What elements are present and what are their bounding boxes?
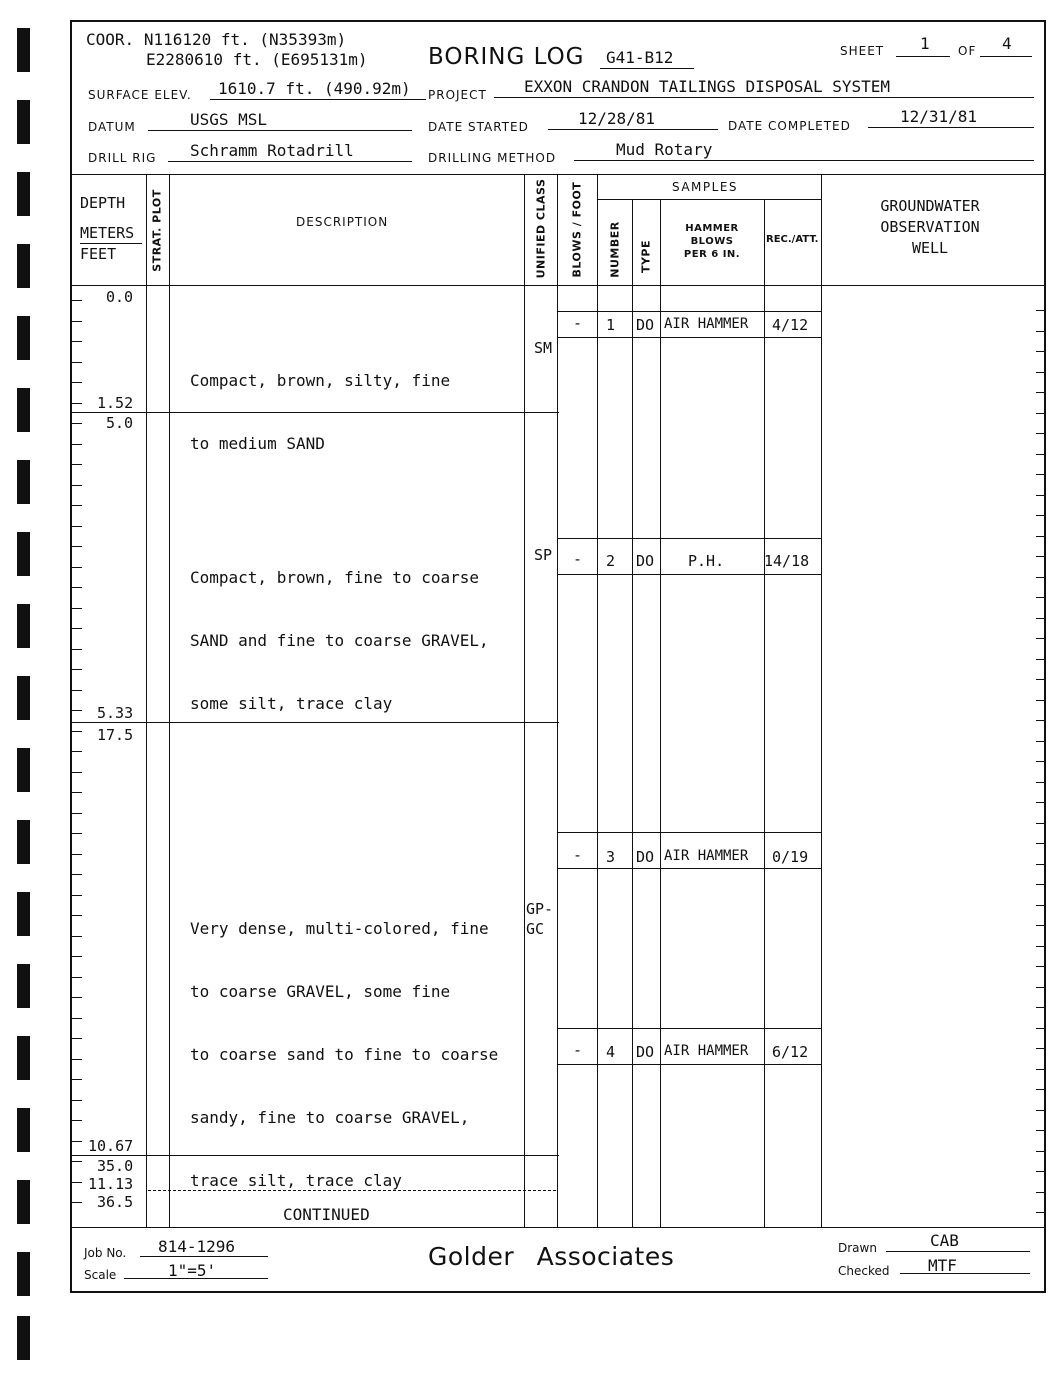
depth-tick xyxy=(1036,823,1044,824)
project-name: EXXON CRANDON TAILINGS DISPOSAL SYSTEM xyxy=(524,77,891,96)
binder-hole xyxy=(17,316,30,360)
depth-tick xyxy=(72,444,82,445)
date-started-label: DATE STARTED xyxy=(428,120,529,134)
depth-tick xyxy=(1036,700,1044,701)
sample-number: 4 xyxy=(606,1043,616,1061)
depth-tick xyxy=(72,1120,82,1121)
depth-tick xyxy=(72,669,82,670)
depth-tick xyxy=(72,382,82,383)
recovery-attempt: 0/19 xyxy=(772,848,809,866)
depth-label: 5.0 xyxy=(106,414,134,432)
sample-number: 3 xyxy=(606,848,616,866)
depth-tick xyxy=(1036,1171,1044,1172)
sample-number: 2 xyxy=(606,552,616,570)
rec-att-header: REC./ATT. xyxy=(766,234,819,245)
groundwater-header: GROUNDWATER OBSERVATION WELL xyxy=(880,197,980,257)
hammer-blows-header: HAMMER BLOWS PER 6 IN. xyxy=(683,223,741,260)
depth-tick xyxy=(1036,556,1044,557)
surface-elev: 1610.7 ft. (490.92m) xyxy=(218,79,411,98)
sample-type: DO xyxy=(636,1043,655,1061)
form-title: BORING LOG xyxy=(428,44,585,70)
depth-tick xyxy=(1036,351,1044,352)
surface-elev-label: SURFACE ELEV. xyxy=(88,88,192,102)
sheet-number: 1 xyxy=(920,34,930,53)
depth-label: 36.5 xyxy=(97,1193,134,1211)
drilling-method: Mud Rotary xyxy=(616,140,713,159)
depth-tick xyxy=(1036,1192,1044,1193)
sample-type: DO xyxy=(636,552,655,570)
date-started: 12/28/81 xyxy=(578,109,656,128)
depth-tick xyxy=(72,772,82,773)
binder-hole xyxy=(17,172,30,216)
depth-tick xyxy=(1036,659,1044,660)
meters-header: METERS xyxy=(80,224,135,242)
depth-tick xyxy=(1036,1089,1044,1090)
boring-id: G41-B12 xyxy=(606,48,674,67)
hammer-blows: AIR HAMMER xyxy=(664,316,749,332)
depth-tick xyxy=(72,854,82,855)
depth-tick xyxy=(72,649,82,650)
blows-per-foot: - xyxy=(573,1041,583,1059)
depth-tick xyxy=(72,813,82,814)
type-header: TYPE xyxy=(639,239,653,274)
depth-tick xyxy=(72,731,82,732)
depth-tick xyxy=(72,321,82,322)
depth-tick xyxy=(1036,802,1044,803)
depth-header: DEPTH xyxy=(80,194,126,212)
depth-tick xyxy=(72,1202,82,1203)
depth-tick xyxy=(1036,1110,1044,1111)
depth-tick xyxy=(1036,536,1044,537)
depth-tick xyxy=(1036,597,1044,598)
blows-per-foot: - xyxy=(573,846,583,864)
binder-hole xyxy=(17,964,30,1008)
depth-tick xyxy=(1036,638,1044,639)
binder-hole xyxy=(17,1108,30,1152)
checked-by: MTF xyxy=(928,1256,957,1275)
depth-tick xyxy=(1036,474,1044,475)
binder-hole xyxy=(17,460,30,504)
depth-tick xyxy=(1036,1007,1044,1008)
depth-tick xyxy=(72,1079,82,1080)
depth-tick xyxy=(72,874,82,875)
depth-tick xyxy=(1036,925,1044,926)
depth-tick xyxy=(1036,310,1044,311)
depth-label: 35.0 xyxy=(97,1157,134,1175)
binder-hole xyxy=(17,748,30,792)
coor-north: N116120 ft. (N35393m) xyxy=(143,30,347,49)
depth-tick xyxy=(72,895,82,896)
depth-tick xyxy=(1036,618,1044,619)
depth-tick xyxy=(72,1161,82,1162)
depth-label: 0.0 xyxy=(106,288,134,306)
depth-tick xyxy=(1036,433,1044,434)
depth-tick xyxy=(1036,679,1044,680)
binder-hole xyxy=(17,100,30,144)
binder-hole xyxy=(17,1036,30,1080)
hammer-blows: P.H. xyxy=(688,552,725,570)
binder-hole xyxy=(17,1252,30,1296)
depth-tick xyxy=(72,341,82,342)
stratum-description: Compact, brown, fine to coarse SAND and fine to coarse GRAVEL, some silt, trace clay xyxy=(190,568,489,713)
datum-value: USGS MSL xyxy=(190,110,268,129)
depth-tick xyxy=(72,546,82,547)
depth-tick xyxy=(72,587,82,588)
depth-tick xyxy=(72,300,82,301)
depth-tick xyxy=(72,464,82,465)
job-no-label: Job No. xyxy=(84,1246,127,1260)
depth-tick xyxy=(1036,761,1044,762)
checked-label: Checked xyxy=(838,1264,890,1278)
depth-tick xyxy=(1036,884,1044,885)
sample-type: DO xyxy=(636,316,655,334)
depth-tick xyxy=(72,1018,82,1019)
drawn-label: Drawn xyxy=(838,1241,877,1255)
depth-tick xyxy=(72,1182,82,1183)
depth-tick xyxy=(1036,577,1044,578)
depth-tick xyxy=(1036,987,1044,988)
depth-tick xyxy=(72,936,82,937)
depth-tick xyxy=(1036,1130,1044,1131)
hammer-blows: AIR HAMMER xyxy=(664,848,749,864)
depth-tick xyxy=(72,1141,82,1142)
job-no: 814-1296 xyxy=(158,1237,236,1256)
binder-hole xyxy=(17,676,30,720)
binder-hole xyxy=(17,892,30,936)
depth-tick xyxy=(72,997,82,998)
stratum-description: Compact, brown, silty, fine to medium SAND xyxy=(190,371,451,453)
datum-label: DATUM xyxy=(88,120,136,134)
scale-value: 1"=5' xyxy=(168,1261,217,1280)
binder-hole xyxy=(17,28,30,72)
binder-hole xyxy=(17,604,30,648)
coor-label: COOR. xyxy=(86,30,135,49)
unified-class: SP xyxy=(534,546,553,564)
project-label: PROJECT xyxy=(428,88,487,102)
depth-tick xyxy=(72,690,82,691)
depth-tick xyxy=(72,403,82,404)
blows-per-foot: - xyxy=(573,550,583,568)
depth-tick xyxy=(1036,1212,1044,1213)
depth-tick xyxy=(72,792,82,793)
date-completed: 12/31/81 xyxy=(900,107,978,126)
depth-tick xyxy=(72,485,82,486)
sample-number: 1 xyxy=(606,316,616,334)
depth-tick xyxy=(72,1100,82,1101)
binder-hole xyxy=(17,244,30,288)
binder-hole xyxy=(17,532,30,576)
drawn-by: CAB xyxy=(930,1231,959,1250)
scale-label: Scale xyxy=(84,1268,117,1282)
recovery-attempt: 14/18 xyxy=(764,552,810,570)
binder-hole xyxy=(17,1316,30,1360)
depth-tick xyxy=(72,362,82,363)
depth-tick xyxy=(72,977,82,978)
continued-label: CONTINUED xyxy=(283,1205,370,1224)
depth-tick xyxy=(1036,741,1044,742)
binder-hole xyxy=(17,820,30,864)
depth-tick xyxy=(1036,966,1044,967)
depth-tick xyxy=(72,1059,82,1060)
depth-tick xyxy=(72,915,82,916)
sheet-label: SHEET xyxy=(840,44,885,58)
depth-tick xyxy=(1036,1151,1044,1152)
depth-label: 1.52 xyxy=(97,394,134,412)
drilling-method-label: DRILLING METHOD xyxy=(428,151,557,165)
description-header: DESCRIPTION xyxy=(296,215,389,229)
depth-tick xyxy=(1036,782,1044,783)
unified-class: SM xyxy=(534,339,553,357)
depth-tick xyxy=(72,710,82,711)
date-completed-label: DATE COMPLETED xyxy=(728,119,851,133)
depth-tick xyxy=(72,833,82,834)
depth-tick xyxy=(72,1038,82,1039)
blows-foot-header: BLOWS / FOOT xyxy=(570,181,584,278)
number-header: NUMBER xyxy=(608,221,622,278)
sample-type: DO xyxy=(636,848,655,866)
blows-per-foot: - xyxy=(573,314,583,332)
binder-hole xyxy=(17,1180,30,1224)
strat-plot-header: STRAT. PLOT xyxy=(150,189,164,272)
depth-label: 11.13 xyxy=(88,1175,134,1193)
depth-tick xyxy=(72,423,82,424)
recovery-attempt: 4/12 xyxy=(772,316,809,334)
stratum-description: Very dense, multi-colored, fine to coarse GRAVEL, some fine to coarse sand to fine to coarse sandy, fine to coarse GRAVEL, trace silt, trace clay xyxy=(190,919,499,1190)
depth-tick xyxy=(72,956,82,957)
recovery-attempt: 6/12 xyxy=(772,1043,809,1061)
depth-tick xyxy=(1036,1048,1044,1049)
depth-label: 17.5 xyxy=(97,726,134,744)
samples-header: SAMPLES xyxy=(672,180,739,194)
depth-tick xyxy=(1036,843,1044,844)
depth-tick xyxy=(1036,372,1044,373)
depth-tick xyxy=(1036,720,1044,721)
depth-tick xyxy=(1036,946,1044,947)
depth-tick xyxy=(72,567,82,568)
depth-tick xyxy=(1036,413,1044,414)
sheet-of-label: OF xyxy=(958,44,977,58)
depth-label: 5.33 xyxy=(97,704,134,722)
binder-hole xyxy=(17,388,30,432)
depth-tick xyxy=(72,608,82,609)
depth-tick xyxy=(1036,1069,1044,1070)
depth-tick xyxy=(72,751,82,752)
unified-class: GP- GC xyxy=(526,900,554,938)
depth-tick xyxy=(1036,864,1044,865)
unified-class-header: UNIFIED CLASS xyxy=(534,178,548,279)
company-name: Golder Associates xyxy=(428,1242,675,1271)
depth-tick xyxy=(72,505,82,506)
depth-tick xyxy=(1036,1028,1044,1029)
depth-tick xyxy=(1036,515,1044,516)
depth-tick xyxy=(1036,331,1044,332)
coor-east: E2280610 ft. (E695131m) xyxy=(146,50,368,69)
depth-tick xyxy=(1036,454,1044,455)
sheet-total: 4 xyxy=(1002,34,1012,53)
depth-tick xyxy=(1036,495,1044,496)
depth-tick xyxy=(72,628,82,629)
depth-tick xyxy=(1036,392,1044,393)
drill-rig-label: DRILL RIG xyxy=(88,151,157,165)
depth-label: 10.67 xyxy=(88,1137,134,1155)
depth-tick xyxy=(72,526,82,527)
feet-header: FEET xyxy=(80,245,117,263)
depth-tick xyxy=(1036,905,1044,906)
hammer-blows: AIR HAMMER xyxy=(664,1043,749,1059)
drill-rig: Schramm Rotadrill xyxy=(190,141,354,160)
